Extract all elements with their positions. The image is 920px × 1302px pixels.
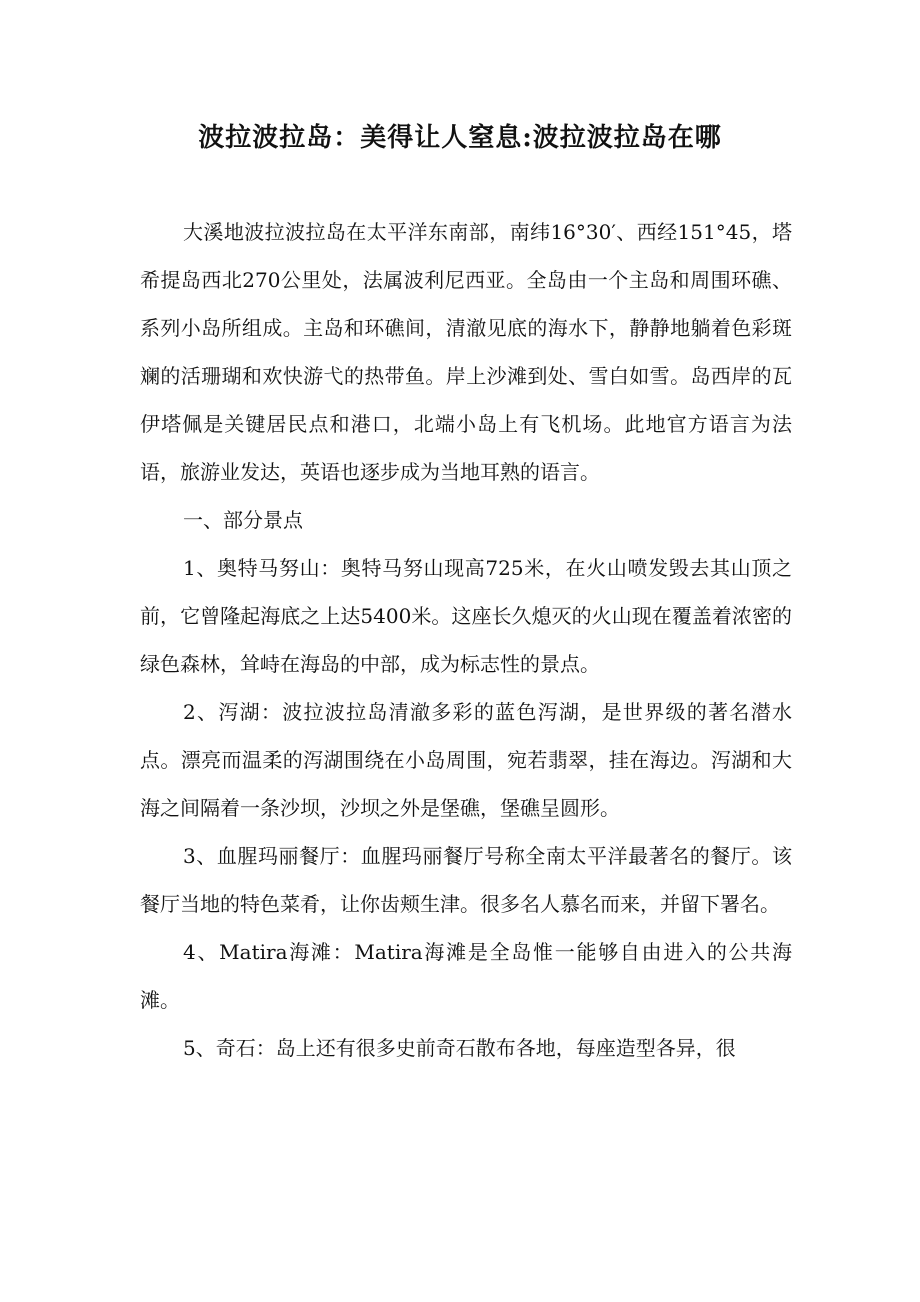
attraction-bloody-mary-restaurant: 3、血腥玛丽餐厅：血腥玛丽餐厅号称全南太平洋最著名的餐厅。该餐厅当地的特色菜肴，让你齿颊生津。很多名人慕名而来，并留下署名。 — [140, 844, 792, 916]
attraction-mount-otemanu: 1、奥特马努山：奥特马努山现高725米，在火山喷发毁去其山顶之前，它曾隆起海底之上达5400米。这座长久熄灭的火山现在覆盖着浓密的绿色森林，耸峙在海岛的中部，成为标志性的景点。 — [140, 556, 792, 676]
document-body — [140, 208, 792, 1072]
attraction-lagoon: 2、泻湖：波拉波拉岛清澈多彩的蓝色泻湖，是世界级的著名潜水点。漂亮而温柔的泻湖围绕在小岛周围，宛若翡翠，挂在海边。泻湖和大海之间隔着一条沙坝，沙坝之外是堡礁，堡礁呈圆形。 — [140, 700, 792, 820]
attraction-rocks: 5、奇石：岛上还有很多史前奇石散布各地，每座造型各异，很 — [183, 1036, 736, 1060]
attraction-matira-beach: 4、Matira海滩：Matira海滩是全岛惟一能够自由进入的公共海滩。 — [140, 940, 792, 1012]
intro-paragraph: 大溪地波拉波拉岛在太平洋东南部，南纬16°30′、西经151°45，塔希提岛西北270公里处，法属波利尼西亚。全岛由一个主岛和周围环礁、系列小岛所组成。主岛和环礁间，清澈见底的海水下，静静地躺着色彩斑斓的活珊瑚和欢快游弋的热带鱼。岸上沙滩到处、雪白如雪。岛西岸的瓦伊塔佩是关键居民点和港口，北端小岛上有飞机场。此地官方语言为法语，旅游业发达，英语也逐步成为当地耳熟的语言。 — [140, 220, 792, 484]
document-title: 波拉波拉岛：美得让人窒息:波拉波拉岛在哪 — [198, 123, 722, 153]
section-heading-attractions: 一、部分景点 — [183, 508, 303, 532]
